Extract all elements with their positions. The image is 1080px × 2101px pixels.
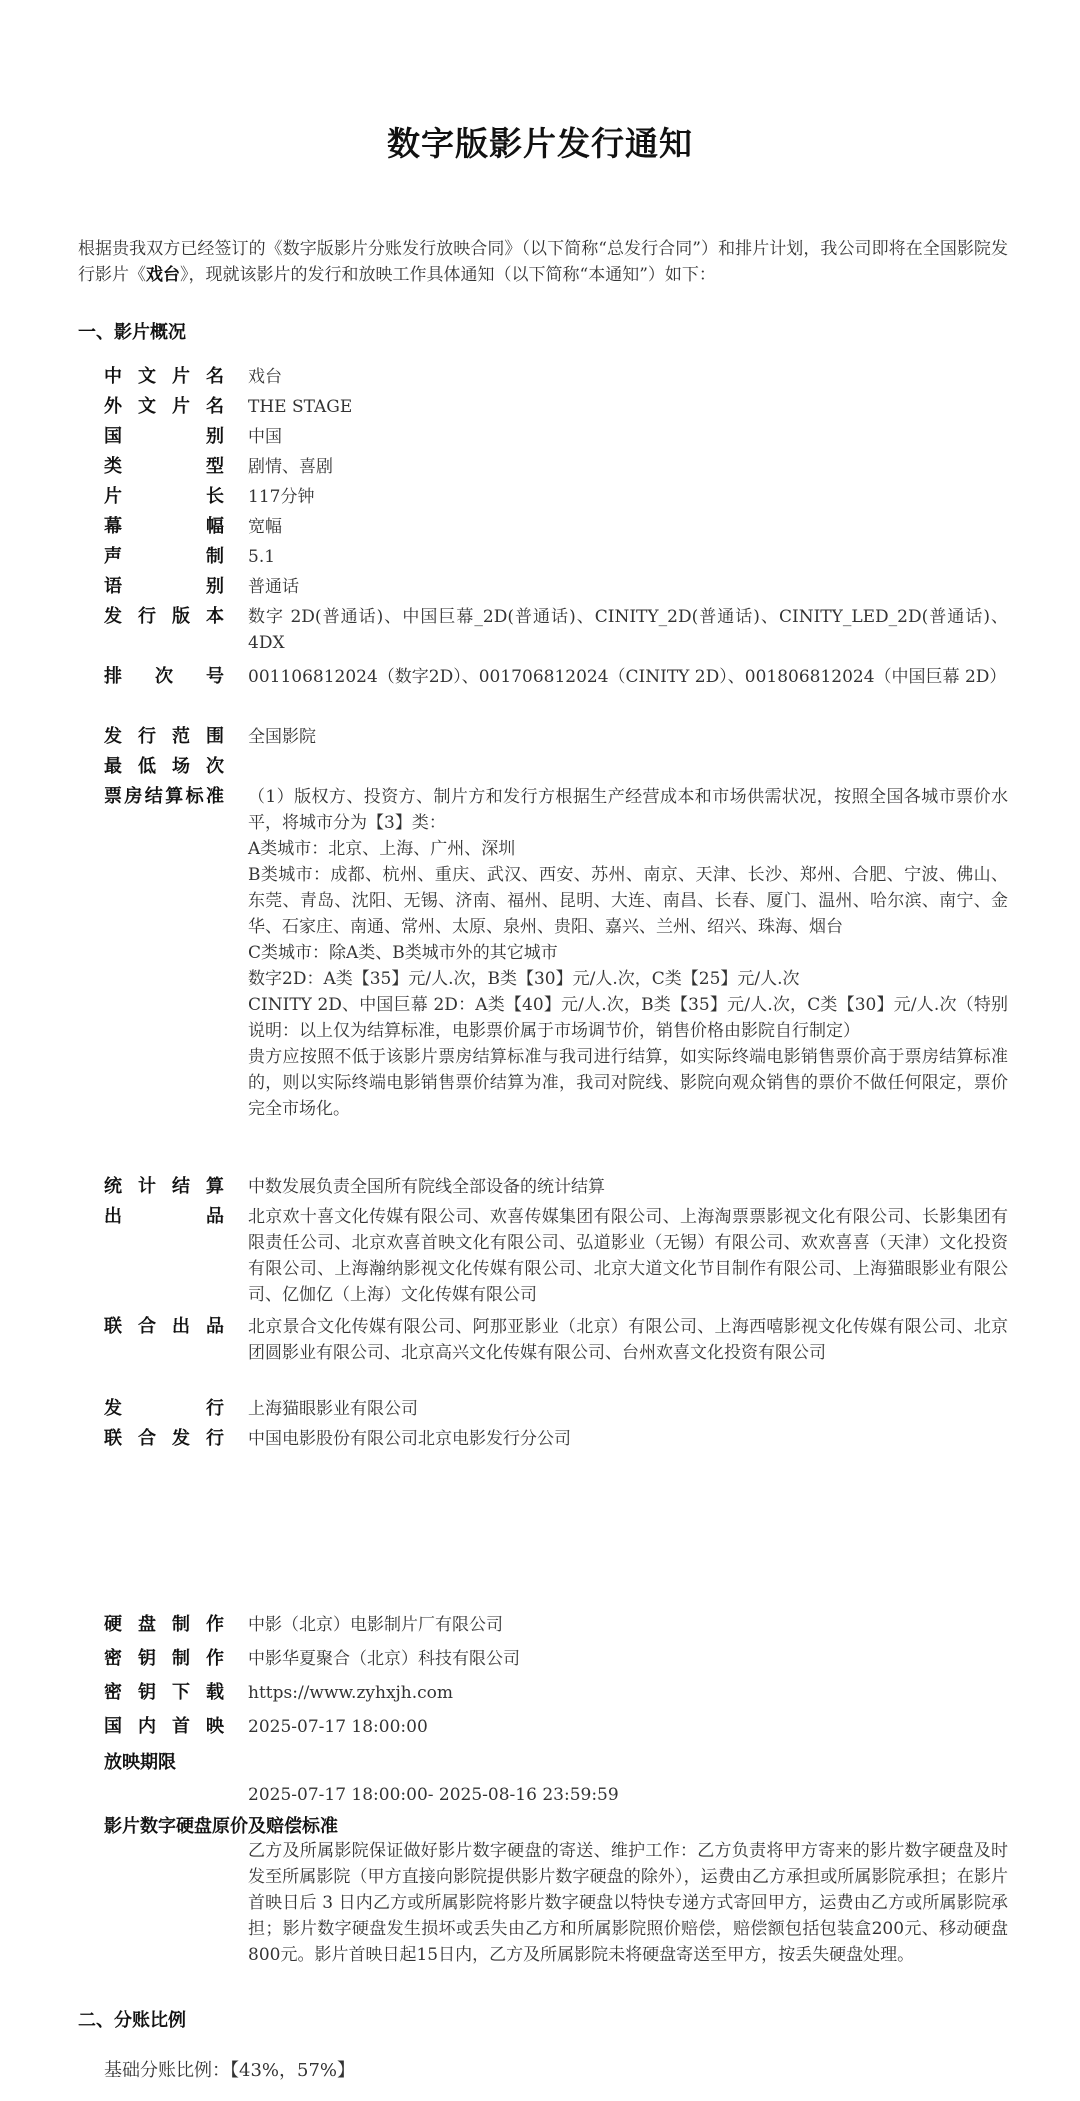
field-value: 中国	[248, 427, 282, 447]
field-value: 中影华夏聚合（北京）科技有限公司	[248, 1649, 520, 1669]
field-value: 中影（北京）电影制片厂有限公司	[248, 1615, 503, 1635]
field-label: 声制	[104, 546, 224, 567]
field-label: 密钥下载	[104, 1682, 224, 1703]
field-label: 硬盘制作	[104, 1614, 224, 1635]
box-office-paragraph: （1）版权方、投资方、制片方和发行方根据生产经营成本和市场供需状况，按照全国各城市票价水平，将城市分为【3】类：	[248, 787, 1008, 833]
field-label: 语别	[104, 576, 224, 597]
field-value: 中国电影股份有限公司北京电影发行分公司	[248, 1429, 571, 1449]
key-download-link[interactable]: https://www.zyhxjh.com	[248, 1683, 454, 1703]
field-value	[248, 784, 1008, 1122]
field-label: 国别	[104, 426, 224, 447]
field-value: 全国影院	[248, 727, 316, 747]
disk-compensation-value: 乙方及所属影院保证做好影片数字硬盘的寄送、维护工作：乙方负责将甲方寄来的影片数字硬盘及时发至所属影院（甲方直接向影院提供影片数字硬盘的除外），运费由乙方承担或所属影院承担；在影片首映日后 3 日内乙方或所属影院将影片数字硬盘以特快专递方式寄回甲方，运费由乙方或所属影院承担；影片数字硬盘发生损坏或丢失由乙方和所属影院照价赔偿，赔偿额包括包装盒200元、移动硬盘800元。影片首映日起15日内，乙方及所属影院未将硬盘寄送至甲方，按丢失硬盘处理。	[248, 1841, 1008, 1965]
box-office-paragraph: C类城市：除A类、B类城市外的其它城市	[248, 943, 558, 963]
intro-text-post: 》，现就该影片的发行和放映工作具体通知（以下简称“本通知”）如下：	[180, 265, 716, 285]
field-value: 2025-07-17 18:00:00	[248, 1717, 428, 1737]
field-value: 普通话	[248, 577, 299, 597]
field-label: 外文片名	[104, 396, 224, 417]
field-label: 密钥制作	[104, 1648, 224, 1669]
field-label: 片长	[104, 486, 224, 507]
field-value: 117分钟	[248, 487, 315, 507]
field-label: 国内首映	[104, 1716, 224, 1737]
field-value: 北京欢十喜文化传媒有限公司、欢喜传媒集团有限公司、上海淘票票影视文化有限公司、长影集团有限责任公司、北京欢喜首映文化有限公司、弘道影业（无锡）有限公司、欢欢喜喜（天津）文化投资有限公司、上海瀚纳影视文化传媒有限公司、北京大道文化节目制作有限公司、上海猫眼影业有限公司、亿伽亿（上海）文化传媒有限公司	[248, 1207, 1008, 1305]
field-label: 票房结算标准	[104, 786, 224, 807]
base-share-value: 【43%，57%】	[230, 2060, 356, 2081]
field-label: 发行	[104, 1398, 224, 1419]
field-label: 排次号	[104, 666, 224, 687]
field-label: 幕幅	[104, 516, 224, 537]
box-office-paragraph: CINITY 2D、中国巨幕 2D：A类【40】元/人.次，B类【35】元/人.次，C类【30】元/人.次（特别说明：以上仅为结算标准，电影票价属于市场调节价，销售价格由影院自行制定）	[248, 995, 1008, 1041]
field-value: 北京景合文化传媒有限公司、阿那亚影业（北京）有限公司、上海西嘻影视文化传媒有限公司、北京团圆影业有限公司、北京高兴文化传媒有限公司、台州欢喜文化投资有限公司	[248, 1317, 1008, 1363]
field-value: 5.1	[248, 547, 276, 567]
box-office-paragraph: 贵方应按照不低于该影片票房结算标准与我司进行结算，如实际终端电影销售票价高于票房结算标准的，则以实际终端电影销售票价结算为准，我司对院线、影院向观众销售的票价不做任何限定，票价完全市场化。	[248, 1047, 1008, 1119]
field-label: 最低场次	[104, 756, 224, 777]
disk-compensation-label: 影片数字硬盘原价及赔偿标准	[104, 1816, 338, 1837]
box-office-paragraph: 数字2D：A类【35】元/人.次，B类【30】元/人.次，C类【25】元/人.次	[248, 969, 800, 989]
field-label: 发行版本	[104, 606, 224, 627]
field-label: 联合发行	[104, 1428, 224, 1449]
field-value: 上海猫眼影业有限公司	[248, 1399, 418, 1419]
page-title: 数字版影片发行通知	[387, 124, 693, 163]
field-value: 001106812024（数字2D）、001706812024（CINITY 2D）、001806812024（中国巨幕 2D）	[248, 667, 1007, 687]
field-value: 戏台	[248, 367, 282, 387]
field-label: 中文片名	[104, 366, 224, 387]
box-office-paragraph: A类城市：北京、上海、广州、深圳	[248, 839, 516, 859]
intro-paragraph	[78, 236, 1008, 288]
section-heading-share: 二、分账比例	[78, 2010, 186, 2031]
field-label: 发行范围	[104, 726, 224, 747]
field-value: 数字 2D(普通话)、中国巨幕_2D(普通话)、CINITY_2D(普通话)、CINITY_LED_2D(普通话)、4DX	[248, 607, 1008, 653]
field-value: 中数发展负责全国所有院线全部设备的统计结算	[248, 1177, 605, 1197]
intro-film-name: 戏台	[146, 265, 180, 285]
section-heading-overview: 一、影片概况	[78, 322, 186, 343]
field-label: 出品	[104, 1206, 224, 1227]
field-label: 放映期限	[104, 1752, 176, 1773]
field-label: 联合出品	[104, 1316, 224, 1337]
field-value: 剧情、喜剧	[248, 457, 333, 477]
field-label: 类型	[104, 456, 224, 477]
base-share-label: 基础分账比例：	[104, 2060, 230, 2081]
base-share-line	[104, 2058, 355, 2084]
period-value: 2025-07-17 18:00:00- 2025-08-16 23:59:59	[248, 1785, 619, 1805]
field-value: THE STAGE	[248, 397, 353, 417]
field-value: 宽幅	[248, 517, 282, 537]
intro-text-pre: 根据贵我双方已经签订的《数字版影片分账发行放映合同》（以下简称“总发行合同”）和排片计划，我公司即将在全国影院发行影片《	[78, 239, 1008, 285]
box-office-paragraph: B类城市：成都、杭州、重庆、武汉、西安、苏州、南京、天津、长沙、郑州、合肥、宁波、佛山、东莞、青岛、沈阳、无锡、济南、福州、昆明、大连、南昌、长春、厦门、温州、哈尔滨、南宁、金华、石家庄、南通、常州、太原、泉州、贵阳、嘉兴、兰州、绍兴、珠海、烟台	[248, 865, 1008, 937]
field-label: 统计结算	[104, 1176, 224, 1197]
